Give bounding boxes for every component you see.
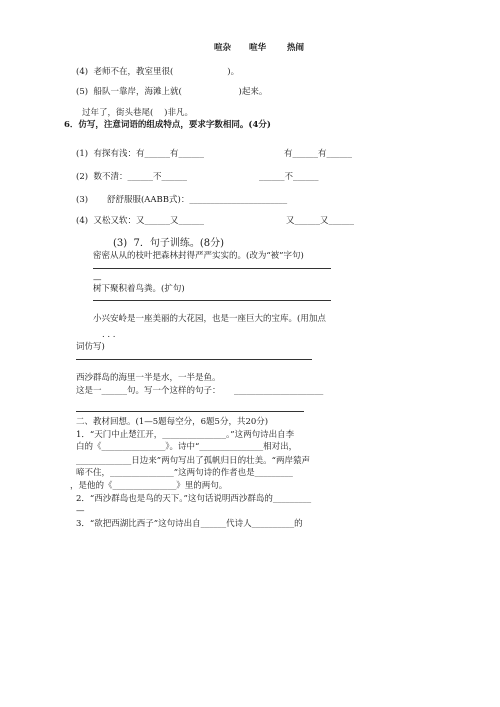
q6-row-3: (3) 舒舒服服(AABB式)：_______________________ bbox=[76, 195, 288, 205]
q6-row-2a: (2) 数不清：______不______ bbox=[76, 172, 187, 182]
q7-sentence-3-cont: 词仿写) bbox=[76, 342, 105, 352]
part2-item-1a: 1．“天门中止楚江开，_______________。”这两句诗出自李 bbox=[76, 430, 295, 440]
word-bank-1: 喧杂 bbox=[214, 43, 232, 53]
word-bank-2: 喧华 bbox=[249, 43, 267, 53]
q6-title: 6．仿写，注意词语的组成特点，要求字数相同。(4分) bbox=[64, 120, 271, 130]
answer-line bbox=[76, 359, 312, 360]
q7-sentence-4: 西沙群岛的海里一半是水，一半是鱼。 bbox=[76, 373, 221, 383]
q7-title: (3) 7．句子训练。(8分) bbox=[113, 238, 225, 249]
part2-item-3: 3．“欲把西湖比西子”这句诗出自______代诗人__________的 bbox=[76, 519, 303, 529]
q7-sentence-5-blank: _____________________ bbox=[234, 386, 324, 396]
q6-row-1a: (1) 有探有浅：有______有______ bbox=[76, 149, 204, 159]
dash-mark-1: — bbox=[93, 275, 102, 285]
part2-item-1b: 白的《_______________》。诗中“_______________相对出， bbox=[76, 442, 298, 452]
emphasis-dots: . . . bbox=[102, 330, 116, 340]
answer-line bbox=[93, 268, 331, 269]
answer-line bbox=[76, 411, 304, 412]
q7-sentence-5: 这是一______句。写一个这样的句子： bbox=[76, 386, 221, 396]
part2-item-2: 2．“西沙群岛也是鸟的天下。”这句话说明西沙群岛的_________ bbox=[76, 494, 312, 504]
part2-item-1d: 啼不住，_______________”这两句诗的作者也是_________ bbox=[76, 468, 293, 478]
q7-sentence-1: 密密从从的枝叶把森林封得严严实实的。(改为“被”字句) bbox=[93, 251, 304, 261]
q6-row-4a: (4) 又松又软：又______又______ bbox=[76, 216, 204, 226]
q5-item-4: (4) 老师不在，教室里很( )。 bbox=[76, 67, 240, 77]
part2-item-1e: ，是他的《_______________》里的两句。 bbox=[70, 481, 228, 491]
part2-title: 二、教材回想。(1—5题每空分，6题5分，共20分) bbox=[76, 417, 269, 427]
q5-item-5: (5) 船队一靠岸，海滩上就( )起来。 bbox=[76, 87, 268, 97]
q6-row-4b: 又______又______ bbox=[286, 216, 355, 226]
answer-line bbox=[93, 300, 331, 301]
word-bank-3: 热闹 bbox=[287, 43, 305, 53]
dash-mark-2: — bbox=[76, 506, 85, 516]
part2-item-1c: _____________日边来”两句写出了孤帆归日的壮美。“两岸猿声 bbox=[76, 456, 310, 466]
q6-row-1b: 有______有______ bbox=[284, 149, 353, 159]
q6-row-2b: ______不______ bbox=[259, 172, 319, 182]
q7-sentence-3: 小兴安岭是一座美丽的大花园，也是一座巨大的宝库。(用加点 bbox=[93, 314, 326, 324]
q5-after-sentence: 过年了，街头巷尾( )非凡。 bbox=[82, 108, 193, 118]
q7-sentence-2: 树下聚积着鸟粪。(扩句) bbox=[93, 284, 185, 294]
